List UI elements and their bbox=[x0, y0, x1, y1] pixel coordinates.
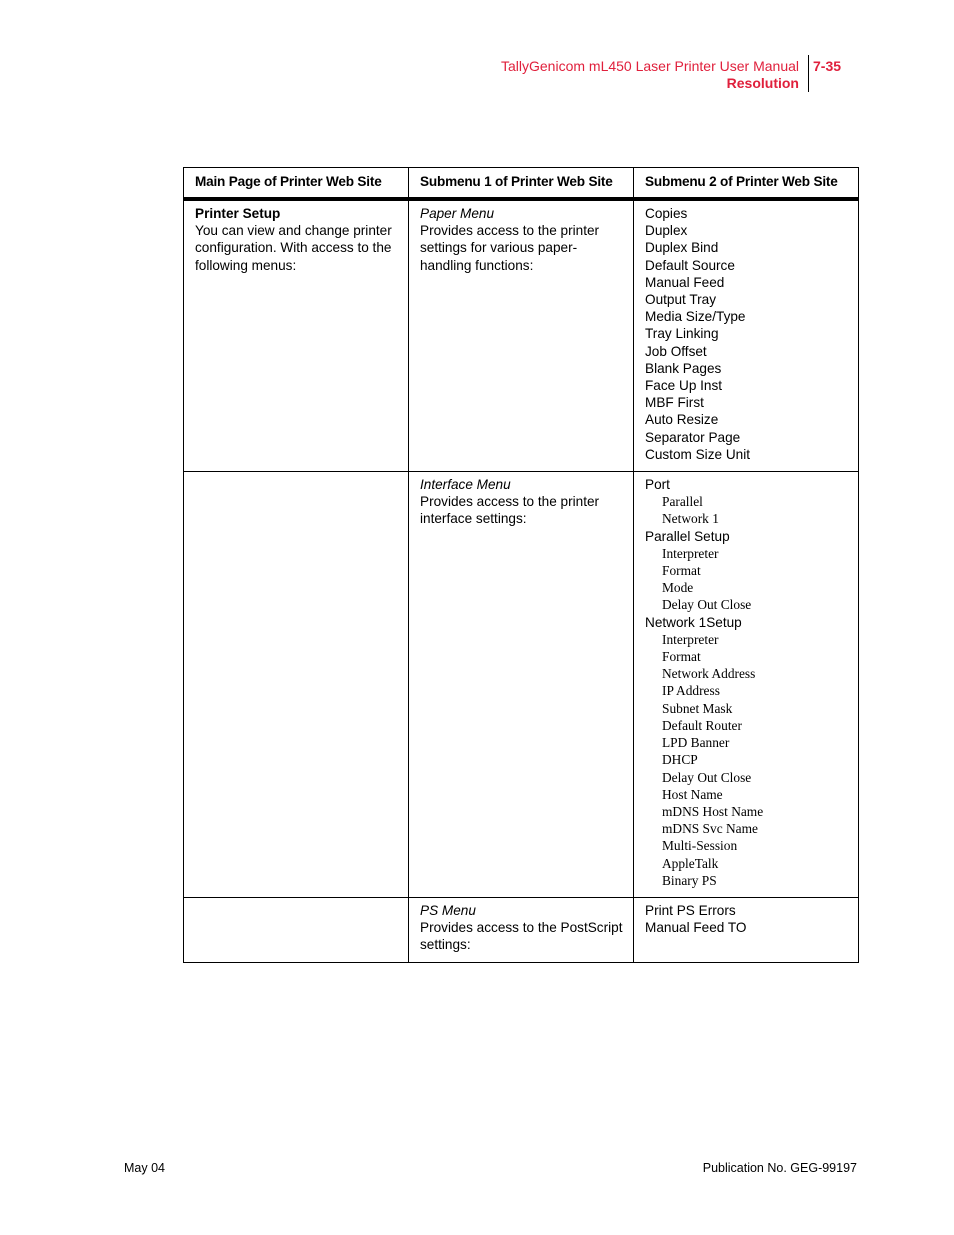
sub-item: AppleTalk bbox=[662, 855, 719, 871]
submenu2-cell bbox=[634, 199, 859, 472]
table-row bbox=[184, 897, 859, 962]
sub-item: Format bbox=[662, 649, 701, 665]
sub-item: IP Address bbox=[662, 683, 720, 699]
sub-item: Binary PS bbox=[662, 872, 717, 888]
sub-item: Delay Out Close bbox=[662, 597, 752, 613]
manual-title: TallyGenicom mL450 Laser Printer User Manual bbox=[500, 58, 799, 74]
list-item: Auto Resize bbox=[645, 412, 719, 428]
list-item: Media Size/Type bbox=[645, 309, 746, 325]
sub-list bbox=[645, 493, 848, 527]
sub-list bbox=[645, 631, 848, 889]
list-item: Duplex Bind bbox=[645, 240, 719, 256]
list-item: Default Source bbox=[645, 257, 735, 273]
submenu1-title: Paper Menu bbox=[420, 206, 495, 221]
submenu1-title: Interface Menu bbox=[420, 477, 511, 493]
sub-item: Multi-Session bbox=[662, 838, 738, 854]
sub-item: LPD Banner bbox=[662, 735, 730, 751]
list-item: Separator Page bbox=[645, 429, 741, 445]
sub-item: mDNS Svc Name bbox=[662, 821, 758, 837]
web-site-menu-table bbox=[183, 167, 859, 963]
list-item: MBF First bbox=[645, 395, 704, 411]
column-header-submenu1: Submenu 1 of Printer Web Site bbox=[409, 168, 634, 200]
table-row bbox=[184, 199, 859, 472]
sub-item: Host Name bbox=[662, 786, 723, 802]
header-divider bbox=[808, 55, 809, 92]
column-header-main: Main Page of Printer Web Site bbox=[184, 168, 409, 200]
submenu2-cell bbox=[634, 897, 859, 962]
group-label: Port bbox=[645, 477, 670, 493]
table-row bbox=[184, 472, 859, 898]
main-description: You can view and change printer configuration. With access to the following menus: bbox=[195, 223, 392, 273]
table-header-row bbox=[184, 168, 859, 200]
list-item: Duplex bbox=[645, 223, 688, 239]
group-item-parallel-setup bbox=[645, 528, 848, 614]
sub-item: Network Address bbox=[662, 666, 756, 682]
main-cell bbox=[184, 199, 409, 472]
sub-item: DHCP bbox=[662, 752, 698, 768]
submenu1-cell bbox=[409, 199, 634, 472]
footer-publication: Publication No. GEG-99197 bbox=[702, 1161, 857, 1175]
submenu1-cell bbox=[409, 472, 634, 898]
submenu1-description: Provides access to the PostScript settings: bbox=[420, 920, 623, 953]
list-item: Manual Feed bbox=[645, 274, 725, 290]
submenu1-description: Provides access to the printer interface settings: bbox=[420, 494, 600, 527]
main-cell bbox=[184, 472, 409, 898]
sub-list bbox=[645, 545, 848, 614]
section-title: Resolution bbox=[726, 75, 799, 91]
running-header bbox=[501, 58, 799, 92]
column-header-submenu2: Submenu 2 of Printer Web Site bbox=[634, 168, 859, 200]
submenu1-cell bbox=[409, 897, 634, 962]
submenu1-title: PS Menu bbox=[420, 902, 476, 918]
main-title: Printer Setup bbox=[195, 206, 281, 221]
list-item: Job Offset bbox=[645, 343, 707, 359]
submenu2-list bbox=[645, 902, 848, 936]
list-item: Tray Linking bbox=[645, 326, 719, 342]
list-item: Output Tray bbox=[645, 292, 717, 308]
sub-item: Delay Out Close bbox=[662, 769, 752, 785]
sub-item: Parallel bbox=[662, 494, 703, 510]
page-number: 7-35 bbox=[813, 58, 842, 74]
submenu2-cell bbox=[634, 472, 859, 898]
sub-item: Mode bbox=[662, 580, 694, 596]
submenu2-list bbox=[645, 476, 848, 889]
main-cell bbox=[184, 897, 409, 962]
sub-item: Subnet Mask bbox=[662, 700, 733, 716]
sub-item: Format bbox=[662, 563, 701, 579]
list-item: Print PS Errors bbox=[645, 902, 736, 918]
list-item: Manual Feed TO bbox=[645, 920, 747, 936]
group-label: Network 1Setup bbox=[645, 614, 742, 630]
group-item-port bbox=[645, 476, 848, 528]
sub-item: Default Router bbox=[662, 717, 742, 733]
list-item: Copies bbox=[645, 206, 688, 221]
group-label: Parallel Setup bbox=[645, 528, 730, 544]
list-item: Face Up Inst bbox=[645, 378, 723, 394]
list-item: Blank Pages bbox=[645, 360, 722, 376]
list-item: Custom Size Unit bbox=[645, 446, 751, 462]
submenu2-list bbox=[645, 205, 848, 463]
submenu1-description: Provides access to the printer settings for various paper-handling functions: bbox=[420, 223, 600, 273]
sub-item: Interpreter bbox=[662, 545, 719, 561]
footer-date: May 04 bbox=[124, 1161, 165, 1175]
group-item-network-setup bbox=[645, 614, 848, 889]
sub-item: Network 1 bbox=[662, 511, 719, 527]
sub-item: mDNS Host Name bbox=[662, 803, 764, 819]
sub-item: Interpreter bbox=[662, 631, 719, 647]
